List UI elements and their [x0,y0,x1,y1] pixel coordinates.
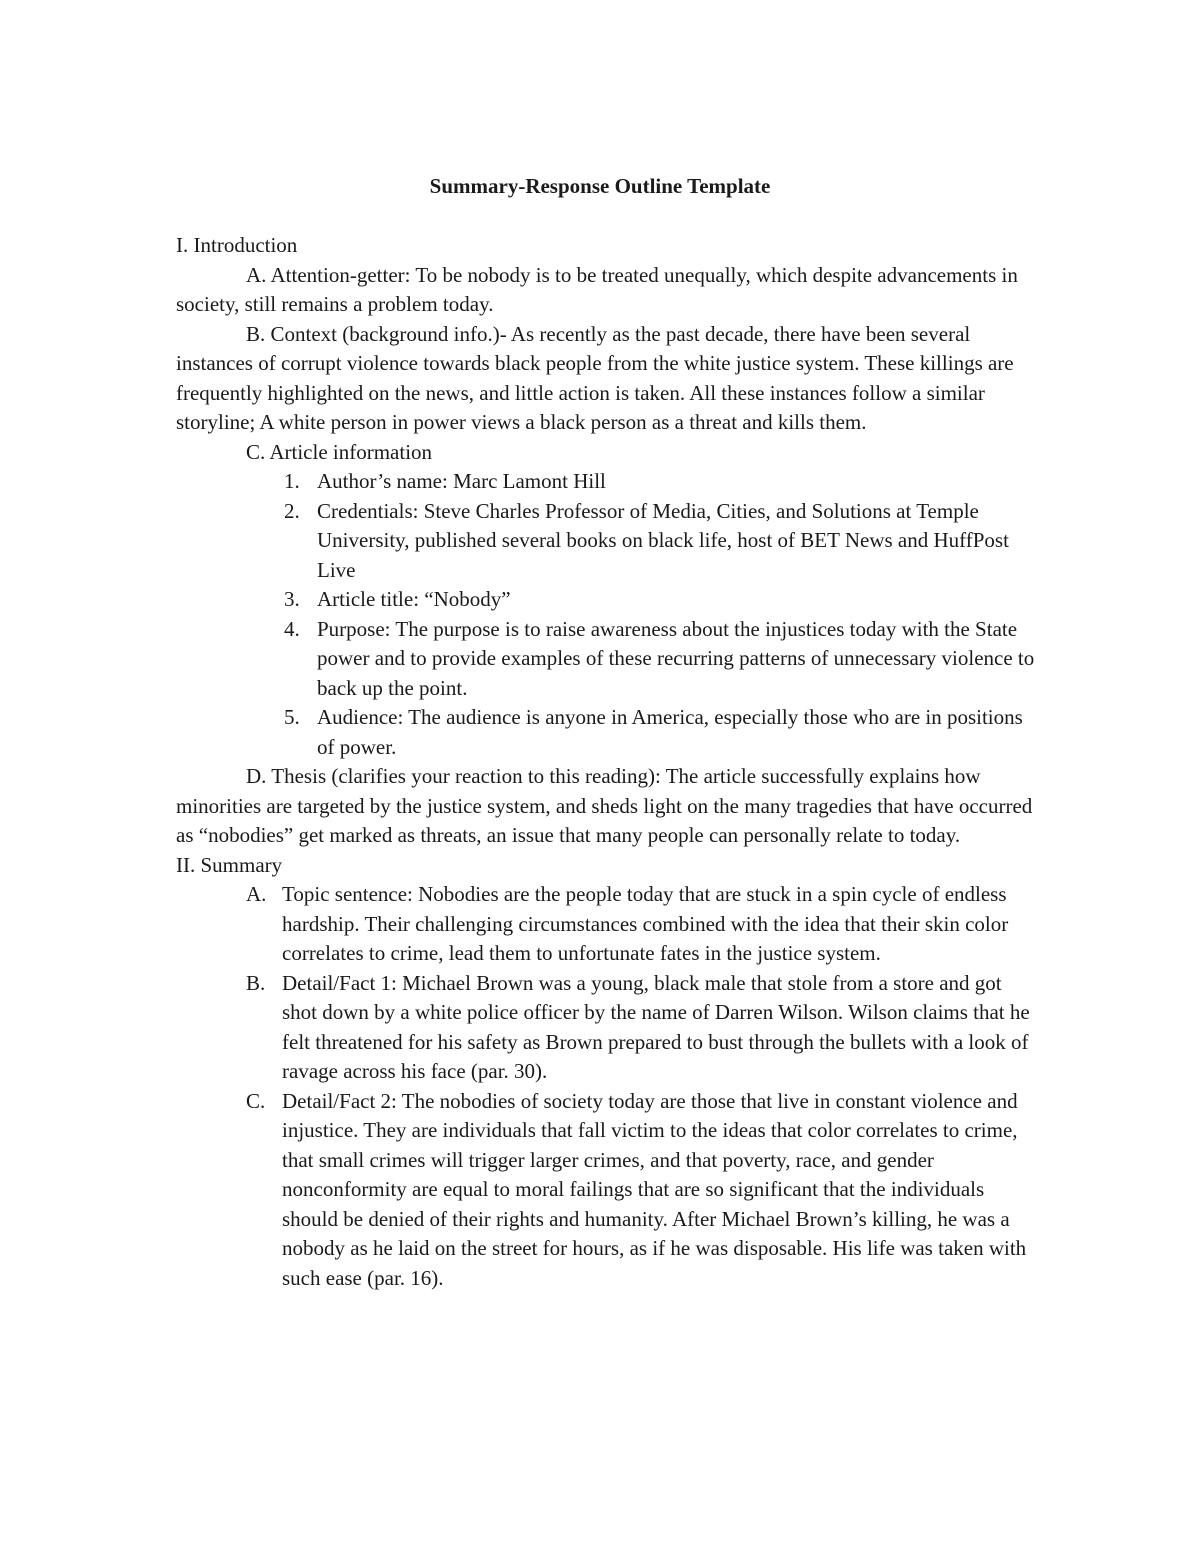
section-heading-introduction: I. Introduction [176,233,298,257]
page-title: Summary-Response Outline Template [429,174,771,198]
section-heading-summary: II. Summary [176,852,283,877]
summary-item-text: Detail/Fact 2: The nobodies of society today are those that live in constant violence and injustice. They are individuals that fall victim to the ideas that color correlates to crime, that small crimes will trigger larger crimes, and that poverty, race, and gender nonconformity are equal to moral failings that are so significant that the individuals should be denied of their rights and humanity. After Michael Brown’s killing, he was a nobody as he laid on the street for hours, as if he was disposable. His life was taken with such ease (par. 16). [282,1088,1027,1290]
list-item [176,467,1036,497]
summary-item-label: B. [246,970,266,995]
list-item [176,585,1036,615]
summary-item [176,969,1036,1087]
summary-item-label: A. [246,882,267,906]
summary-item [176,880,1036,969]
summary-item-text: Detail/Fact 1: Michael Brown was a young, black male that stole from a store and got shot down by a white police officer by the name of Darren Wilson. Wilson claims that he felt threatened for his safety as Brown prepared to bust through the bullets with a look of ravage across his face (par. 30). [282,970,1030,1083]
list-item [176,703,1036,762]
list-item-number: 2. [284,498,300,523]
list-item-text: Article title: “Nobody” [317,587,511,611]
intro-context: B. Context (background info.)- As recently as the past decade, there have been several instances of corrupt violence towards black people from the white justice system. These killings are frequently highlighted on the news, and little action is taken. All these instances follow a similar storyline; A white person in power views a black person as a threat and kills them. [176,321,1014,434]
intro-thesis: D. Thesis (clarifies your reaction to this reading): The article successfully explains how minorities are targeted by the justice system, and sheds light on the many tragedies that have occurred as “nobodies” get marked as threats, an issue that many people can personally relate to today. [176,764,1033,847]
list-item-text: Author’s name: Marc Lamont Hill [317,469,606,493]
list-item-number: 3. [284,587,300,611]
summary-item-label: C. [246,1088,266,1113]
list-item [176,615,1036,704]
outline-body [176,231,1036,1293]
intro-attention-getter: A. Attention-getter: To be nobody is to be treated unequally, which despite advancements in society, still remains a problem today. [176,262,1018,316]
list-item-text: Credentials: Steve Charles Professor of Media, Cities, and Solutions at Temple University, published several books on black life, host of BET News and HuffPost Live [317,498,1009,582]
list-item-number: 1. [284,469,300,493]
list-item-number: 5. [284,705,300,729]
summary-item [176,1087,1036,1294]
list-item [176,497,1036,586]
intro-article-information: C. Article information [246,439,433,464]
summary-item-text: Topic sentence: Nobodies are the people today that are stuck in a spin cycle of endless hardship. Their challenging circumstances combined with the idea that their skin color correlates to crime, lead them to unfortunate fates in the justice system. [282,882,1009,965]
list-item-text: Audience: The audience is anyone in America, especially those who are in positions of power. [317,705,1023,759]
list-item-number: 4. [284,616,300,641]
list-item-text: Purpose: The purpose is to raise awareness about the injustices today with the State power and to provide examples of these recurring patterns of unnecessary violence to back up the point. [317,616,1035,700]
